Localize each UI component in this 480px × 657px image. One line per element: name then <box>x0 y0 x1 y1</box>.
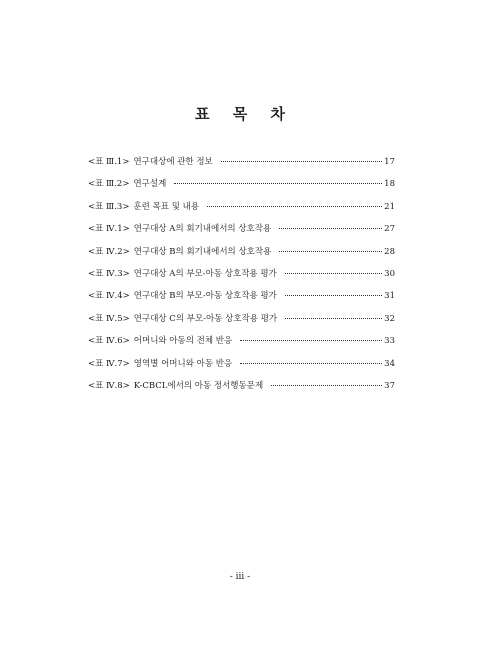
dot-leader <box>279 228 382 229</box>
toc-entry-label: <표 Ⅳ.2> <box>88 246 130 257</box>
dot-leader <box>285 295 382 296</box>
toc-entry-label: <표 Ⅳ.1> <box>88 224 130 235</box>
toc-entry-page: 37 <box>384 380 395 391</box>
toc-entry-label: <표 Ⅳ.6> <box>88 336 130 347</box>
dot-leader <box>207 206 382 207</box>
toc-entry-label: <표 Ⅲ.2> <box>88 179 130 190</box>
toc-entry-label: <표 Ⅲ.1> <box>88 157 130 167</box>
page-title: 표 목 차 <box>195 105 294 123</box>
toc-entry-label: <표 Ⅳ.7> <box>88 358 130 369</box>
toc-entry[interactable] <box>88 267 395 289</box>
dot-leader <box>271 385 382 386</box>
dot-leader <box>240 340 382 341</box>
toc-entry-title: 어머니와 아동의 전체 반응 <box>133 336 233 347</box>
toc-entry[interactable] <box>88 289 395 311</box>
dot-leader <box>174 183 382 184</box>
toc-entry-title: 연구대상 A의 회기내에서의 상호작용 <box>133 224 272 235</box>
toc-entry-label: <표 Ⅳ.8> <box>88 380 130 391</box>
page-number: - iii - <box>229 572 251 582</box>
toc-entry-title: 연구대상 B의 부모-아동 상호작용 평가 <box>133 291 277 302</box>
toc-entry[interactable] <box>88 222 395 244</box>
toc-entry-page: 17 <box>384 157 395 167</box>
toc-entry-label: <표 Ⅲ.3> <box>88 201 130 212</box>
toc-entry-page: 31 <box>384 291 395 302</box>
toc-entry-title: 연구대상 C의 부모-아동 상호작용 평가 <box>133 313 278 324</box>
toc-entry-label: <표 Ⅳ.3> <box>88 268 130 279</box>
toc-entry-page: 21 <box>384 201 395 212</box>
toc-entry-label: <표 Ⅳ.4> <box>88 291 130 302</box>
toc-entry-page: 28 <box>384 246 395 257</box>
toc-entry[interactable] <box>88 177 395 199</box>
toc-entry[interactable] <box>88 357 395 379</box>
toc-entry[interactable] <box>88 200 395 222</box>
table-of-contents <box>88 155 395 401</box>
toc-entry-page: 18 <box>384 179 395 190</box>
toc-entry-title: 훈련 목표 및 내용 <box>133 201 200 212</box>
toc-entry-page: 32 <box>384 313 395 324</box>
toc-entry-title: 연구대상 A의 부모-아동 상호작용 평가 <box>133 268 277 279</box>
dot-leader <box>285 273 382 274</box>
toc-entry-page: 34 <box>384 358 395 369</box>
toc-entry-page: 27 <box>384 224 395 235</box>
toc-entry-title: 연구대상 B의 회기내에서의 상호작용 <box>133 246 272 257</box>
dot-leader <box>240 363 382 364</box>
dot-leader <box>279 251 382 252</box>
toc-entry-title: K-CBCL에서의 아동 정서행동문제 <box>133 380 264 391</box>
toc-entry-title: 영역별 어머니와 아동 반응 <box>133 358 233 369</box>
toc-entry-title: 연구대상에 관한 정보 <box>133 157 213 167</box>
toc-entry-title: 연구설계 <box>133 179 167 190</box>
toc-entry-page: 30 <box>384 268 395 279</box>
dot-leader <box>221 161 382 162</box>
toc-entry-label: <표 Ⅳ.5> <box>88 313 130 324</box>
toc-entry[interactable] <box>88 334 395 356</box>
toc-entry[interactable] <box>88 379 395 401</box>
dot-leader <box>285 318 382 319</box>
toc-entry[interactable] <box>88 155 395 177</box>
toc-entry-page: 33 <box>384 336 395 347</box>
toc-entry[interactable] <box>88 312 395 334</box>
toc-entry[interactable] <box>88 245 395 267</box>
